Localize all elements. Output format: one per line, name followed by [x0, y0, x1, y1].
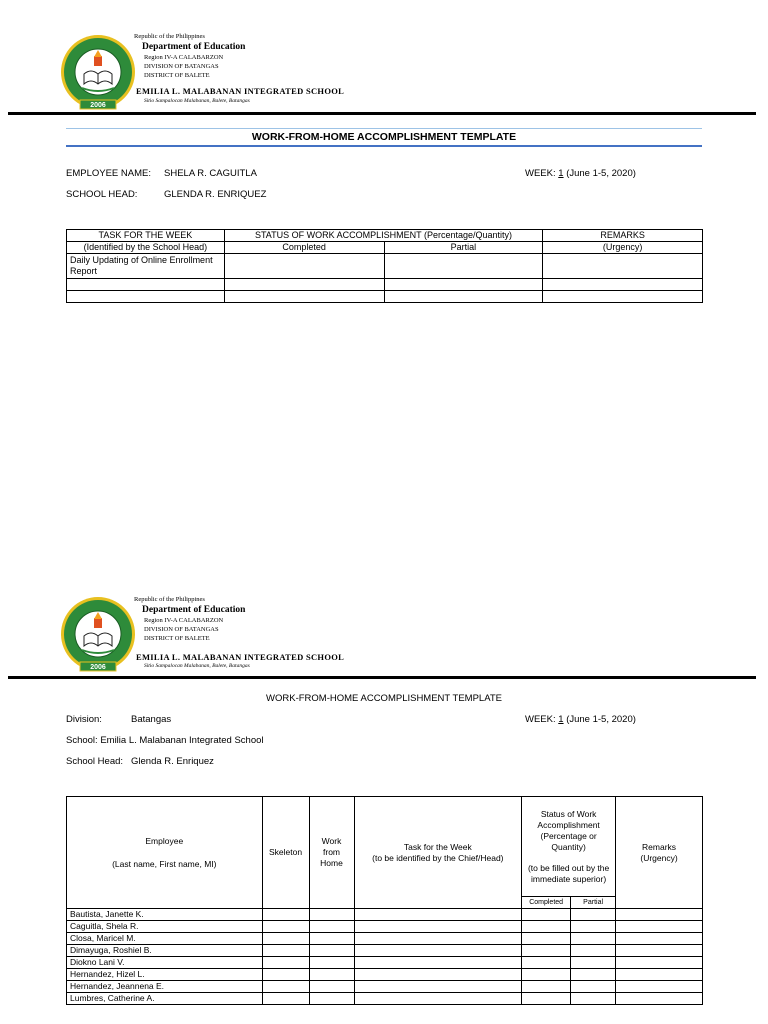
- task-cell[interactable]: [354, 993, 522, 1005]
- task-subheader: (Identified by the School Head): [67, 242, 225, 254]
- department-line: Department of Education: [142, 42, 246, 52]
- employee-name-cell: Hernandez, Hizel L.: [67, 969, 263, 981]
- remarks-cell[interactable]: [616, 969, 703, 981]
- task-cell[interactable]: [354, 981, 522, 993]
- division-line: DIVISION OF BATANGAS: [144, 63, 219, 70]
- republic-line: Republic of the Philippines: [134, 596, 205, 603]
- school-line: School: Emilia L. Malabanan Integrated School: [66, 735, 264, 746]
- division-value: Batangas: [131, 714, 172, 725]
- remarks-cell[interactable]: [616, 933, 703, 945]
- form1-table: [66, 229, 703, 303]
- region-line: Region IV-A CALABARZON: [144, 617, 224, 624]
- district-line: DISTRICT OF BALETE: [144, 635, 210, 642]
- employee-name-cell: Hernandez, Jeannena E.: [67, 981, 263, 993]
- task-header: Task for the Week (to be identified by the Chief/Head): [354, 797, 522, 909]
- partial-cell[interactable]: [384, 279, 543, 291]
- table-row: [67, 981, 703, 993]
- partial-cell[interactable]: [571, 969, 616, 981]
- school-seal-logo: [60, 596, 136, 672]
- remarks-cell[interactable]: [616, 945, 703, 957]
- employee-name-cell: Bautista, Janette K.: [67, 909, 263, 921]
- employee-name-value: SHELA R. CAGUITLA: [164, 168, 257, 179]
- wfh-header: Work from Home: [309, 797, 354, 909]
- title-rule-bottom: [66, 145, 702, 147]
- skeleton-cell[interactable]: [262, 945, 309, 957]
- school-name-line: EMILIA L. MALABANAN INTEGRATED SCHOOL: [136, 86, 345, 96]
- completed-cell[interactable]: [522, 933, 571, 945]
- employee-rows: [67, 909, 703, 1005]
- partial-cell[interactable]: [571, 909, 616, 921]
- school-head-value: Glenda R. Enriquez: [131, 756, 214, 767]
- seal-year: 2006: [90, 664, 106, 671]
- status-header: Status of Work Accomplishment (Percentage or Quantity) (to be filled out by the immediate superior): [522, 797, 616, 897]
- school-head-label: School Head:: [66, 756, 124, 767]
- remarks-cell[interactable]: [616, 993, 703, 1005]
- remarks-header: REMARKS: [543, 230, 703, 242]
- partial-cell[interactable]: [571, 921, 616, 933]
- table-row: [67, 921, 703, 933]
- task-cell[interactable]: [354, 921, 522, 933]
- week-label: WEEK:: [525, 168, 556, 179]
- wfh-cell[interactable]: [309, 957, 354, 969]
- school-head-value: GLENDA R. ENRIQUEZ: [164, 189, 267, 200]
- skeleton-cell[interactable]: [262, 909, 309, 921]
- partial-cell[interactable]: [384, 291, 543, 303]
- remarks-header: Remarks (Urgency): [616, 797, 703, 909]
- skeleton-cell[interactable]: [262, 981, 309, 993]
- wfh-cell[interactable]: [309, 993, 354, 1005]
- table-row: [67, 993, 703, 1005]
- skeleton-header: Skeleton: [262, 797, 309, 909]
- wfh-cell[interactable]: [309, 921, 354, 933]
- week-field: [525, 168, 636, 179]
- region-line: Region IV-A CALABARZON: [144, 54, 224, 61]
- partial-cell[interactable]: [571, 981, 616, 993]
- task-cell[interactable]: [354, 933, 522, 945]
- form2-title: WORK-FROM-HOME ACCOMPLISHMENT TEMPLATE: [266, 693, 502, 704]
- wfh-cell[interactable]: [309, 909, 354, 921]
- completed-cell[interactable]: [522, 957, 571, 969]
- completed-cell[interactable]: [522, 945, 571, 957]
- division-line: DIVISION OF BATANGAS: [144, 626, 219, 633]
- division-label: Division:: [66, 714, 102, 725]
- completed-cell[interactable]: [522, 909, 571, 921]
- skeleton-cell[interactable]: [262, 933, 309, 945]
- completed-header: Completed: [522, 897, 571, 909]
- address-line: Sitio Sampalocan Malabanan, Balete, Batangas: [144, 98, 250, 104]
- table-row: [67, 969, 703, 981]
- school-name-line: EMILIA L. MALABANAN INTEGRATED SCHOOL: [136, 652, 345, 662]
- skeleton-cell[interactable]: [262, 993, 309, 1005]
- completed-header: Completed: [224, 242, 384, 254]
- task-cell[interactable]: [67, 279, 225, 291]
- table-row: [67, 254, 703, 279]
- department-line: Department of Education: [142, 605, 246, 615]
- week-number: 1: [558, 168, 564, 179]
- title-rule-top: [66, 128, 702, 129]
- week-label: WEEK:: [525, 714, 556, 725]
- skeleton-cell[interactable]: [262, 969, 309, 981]
- table-row: [67, 909, 703, 921]
- employee-header: Employee (Last name, First name, MI): [67, 797, 263, 909]
- table-row: [67, 945, 703, 957]
- remarks-cell[interactable]: [543, 254, 703, 279]
- header-divider: [8, 676, 756, 679]
- week-number: 1: [558, 714, 564, 725]
- seal-year: 2006: [90, 102, 106, 109]
- week-range: (June 1-5, 2020): [566, 714, 636, 725]
- remarks-cell[interactable]: [543, 279, 703, 291]
- partial-header: Partial: [571, 897, 616, 909]
- partial-cell[interactable]: [571, 945, 616, 957]
- partial-cell[interactable]: [571, 993, 616, 1005]
- completed-cell[interactable]: [224, 279, 384, 291]
- address-line: Sitio Sampalocan Malabanan, Balete, Batangas: [144, 663, 250, 669]
- employee-name-cell: Dimayuga, Roshiel B.: [67, 945, 263, 957]
- district-line: DISTRICT OF BALETE: [144, 72, 210, 79]
- completed-cell[interactable]: [522, 921, 571, 933]
- partial-cell[interactable]: [384, 254, 543, 279]
- form1-title: WORK-FROM-HOME ACCOMPLISHMENT TEMPLATE: [251, 131, 517, 143]
- task-cell[interactable]: [354, 969, 522, 981]
- table-row: [67, 933, 703, 945]
- task-cell[interactable]: Daily Updating of Online Enrollment Report: [67, 254, 225, 279]
- completed-cell[interactable]: [522, 969, 571, 981]
- completed-cell[interactable]: [224, 254, 384, 279]
- remarks-cell[interactable]: [616, 921, 703, 933]
- table-row: [67, 957, 703, 969]
- completed-cell[interactable]: [224, 291, 384, 303]
- task-cell[interactable]: [67, 291, 225, 303]
- wfh-cell[interactable]: [309, 969, 354, 981]
- partial-header: Partial: [384, 242, 543, 254]
- remarks-cell[interactable]: [616, 909, 703, 921]
- task-cell[interactable]: [354, 945, 522, 957]
- partial-cell[interactable]: [571, 957, 616, 969]
- table-row: [67, 291, 703, 303]
- employee-name-cell: Diokno Lani V.: [67, 957, 263, 969]
- republic-line: Republic of the Philippines: [134, 33, 205, 40]
- wfh-cell[interactable]: [309, 933, 354, 945]
- task-cell[interactable]: [354, 957, 522, 969]
- wfh-cell[interactable]: [309, 945, 354, 957]
- skeleton-cell[interactable]: [262, 921, 309, 933]
- employee-name-cell: Lumbres, Catherine A.: [67, 993, 263, 1005]
- completed-cell[interactable]: [522, 981, 571, 993]
- school-seal-logo: [60, 34, 136, 110]
- week-range: (June 1-5, 2020): [566, 168, 636, 179]
- remarks-cell[interactable]: [616, 981, 703, 993]
- week-field: [525, 714, 636, 725]
- employee-name-cell: Closa, Maricel M.: [67, 933, 263, 945]
- header-divider: [8, 112, 756, 115]
- task-header: TASK FOR THE WEEK: [67, 230, 225, 242]
- remarks-cell[interactable]: [543, 291, 703, 303]
- form2-table: [66, 796, 703, 1005]
- remarks-cell[interactable]: [616, 957, 703, 969]
- partial-cell[interactable]: [571, 933, 616, 945]
- school-head-label: SCHOOL HEAD:: [66, 189, 138, 200]
- skeleton-cell[interactable]: [262, 957, 309, 969]
- wfh-cell[interactable]: [309, 981, 354, 993]
- task-cell[interactable]: [354, 909, 522, 921]
- employee-name-cell: Caguitla, Shela R.: [67, 921, 263, 933]
- employee-name-label: EMPLOYEE NAME:: [66, 168, 151, 179]
- status-header: STATUS OF WORK ACCOMPLISHMENT (Percentage/Quantity): [224, 230, 542, 242]
- table-row: [67, 279, 703, 291]
- remarks-subheader: (Urgency): [543, 242, 703, 254]
- completed-cell[interactable]: [522, 993, 571, 1005]
